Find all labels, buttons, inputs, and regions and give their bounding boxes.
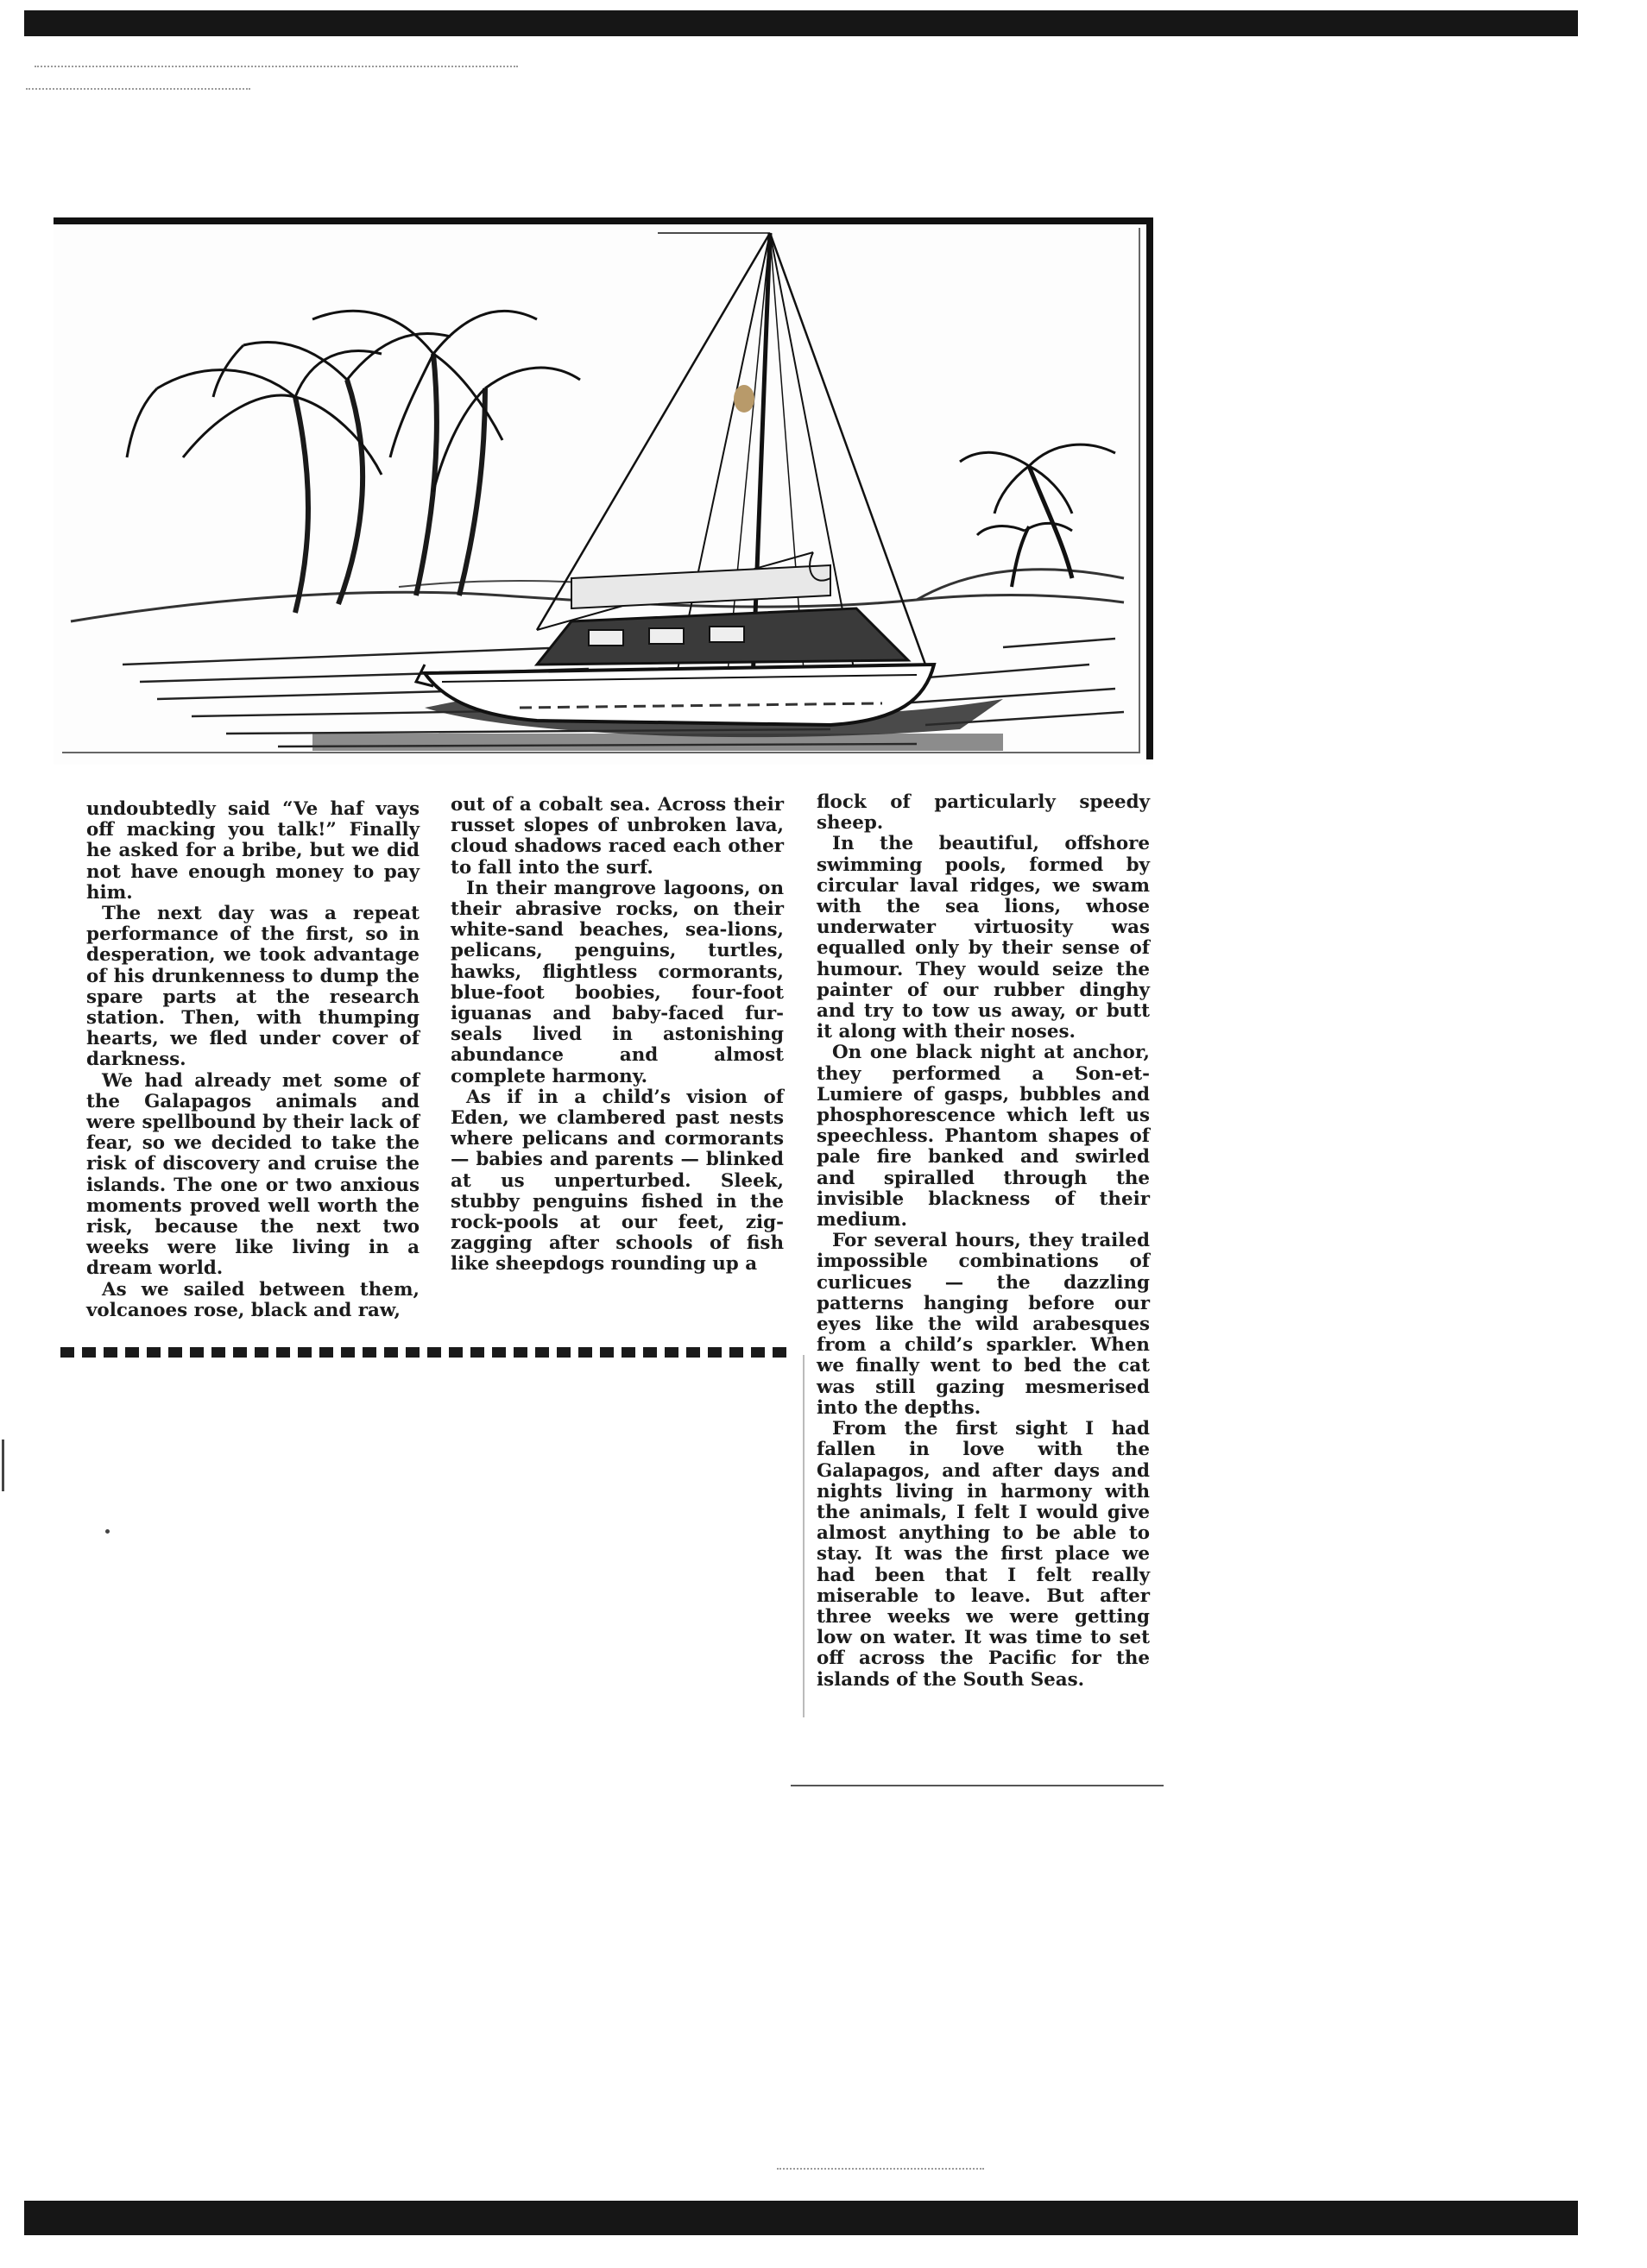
scan-bottom-border bbox=[24, 2201, 1578, 2235]
paragraph: In the beautiful, offshore swimming pools, formed by circular laval ridges, we swam with the sea lions, whose underwater virtuosity was equalled only by their sense of humour. They would seize the painter of our rubber dinghy and try to tow us away, or butt it along with their noses. bbox=[817, 833, 1150, 1043]
sailboat-illustration bbox=[54, 216, 1153, 765]
scan-noise bbox=[777, 2168, 984, 2170]
article-end-rule bbox=[791, 1785, 1164, 1786]
article-column-1 bbox=[86, 799, 420, 1321]
paragraph: In their mangrove lagoons, on their abrasive rocks, on their white-sand beaches, sea-lions, pelicans, penguins, turtles, hawks, flightless cormorants, blue-foot boobies, four-foot iguanas and baby-faced fur-seals lived in astonishing abundance and almost complete harmony. bbox=[451, 877, 784, 1087]
scan-noise bbox=[35, 66, 518, 67]
paragraph: undoubtedly said “Ve haf vays off macking you talk!” Finally he asked for a bribe, but we did not have enough money to pay him. bbox=[86, 798, 420, 904]
paragraph: flock of particularly speedy sheep. bbox=[817, 791, 1150, 835]
scan-noise bbox=[26, 88, 250, 90]
scan-edge-mark bbox=[2, 1440, 4, 1491]
article-column-2 bbox=[451, 795, 784, 1276]
paragraph: As we sailed between them, volcanoes rose, black and raw, bbox=[86, 1278, 420, 1321]
scan-speck bbox=[105, 1529, 110, 1534]
paragraph: On one black night at anchor, they performed a Son-et-Lumiere of gasps, bubbles and phosphorescence which left us speechless. Phantom shapes of pale fire banked and swirled and spiralled through the invisible blackness of their medium. bbox=[817, 1042, 1150, 1232]
dashed-column-rule bbox=[60, 1345, 792, 1360]
scan-top-border bbox=[24, 10, 1578, 36]
paragraph: As if in a child’s vision of Eden, we clambered past nests where pelicans and cormorants — babies and parents — blinked at us unperturbed. Sleek, stubby penguins fished in the rock-pools at our feet, zig-zagging after schools of fish like sheepdogs rounding up a bbox=[451, 1086, 784, 1276]
paragraph: From the first sight I had fallen in love with the Galapagos, and after days and nights living in harmony with the animals, I felt I would give almost anything to be able to stay. It was the first place we had been that I felt really miserable to leave. But after three weeks we were getting low on water. It was time to set off across the Pacific for the islands of the South Seas. bbox=[817, 1418, 1150, 1691]
article-column-3 bbox=[817, 792, 1150, 1691]
paragraph: We had already met some of the Galapagos animals and were spellbound by their lack of fear, so we decided to take the risk of discovery and cruise the islands. The one or two anxious moments proved well worth the risk, because the next two weeks were like living in a dream world. bbox=[86, 1069, 420, 1280]
paragraph: out of a cobalt sea. Across their russet slopes of unbroken lava, cloud shadows raced each other to fall into the surf. bbox=[451, 794, 784, 879]
column-divider bbox=[803, 1355, 805, 1717]
paragraph: For several hours, they trailed impossible combinations of curlicues — the dazzling patterns hanging before our eyes like the wild arabesques from a child’s sparkler. When we finally went to bed the cat was still gazing mesmerised into the depths. bbox=[817, 1230, 1150, 1419]
paragraph: The next day was a repeat performance of the first, so in desperation, we took advantage of his drunkenness to dump the spare parts at the research station. Then, with thumping hearts, we fled under cover of darkness. bbox=[86, 903, 420, 1071]
